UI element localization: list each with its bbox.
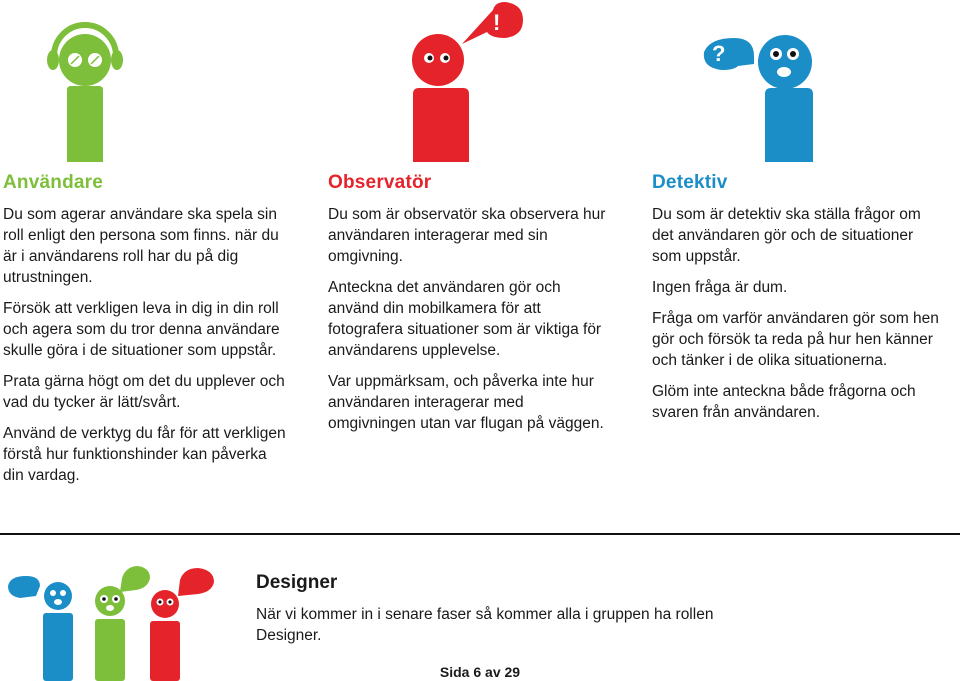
observer-paragraph-1: Du som är observatör ska observera hur användaren interagerar med sin omgivning. <box>328 206 606 265</box>
detective-paragraph-2: Ingen fråga är dum. <box>652 279 788 296</box>
detective-speech-question-icon <box>700 30 820 162</box>
user-paragraph-1: Du som agerar användare ska spela sin roll enligt den persona som finns. när du är i användarens roll har du på dig utrustningen. <box>3 206 279 286</box>
user-column <box>3 172 288 496</box>
detective-paragraph-3: Fråga om varför användaren gör som hen gör och försök ta reda på hur hen känner och tänker i de olika situationerna. <box>652 310 939 369</box>
designer-text: När vi kommer in i senare faser så kommer alla i gruppen ha rollen Designer. <box>256 606 714 644</box>
user-paragraph-4: Använd de verktyg du får för att verkligen förstå hur funktionshinder kan påverka din vardag. <box>3 425 286 484</box>
user-headphones-icon <box>40 20 130 162</box>
user-title: Användare <box>3 172 104 193</box>
observer-speech-exclamation-icon <box>405 0 530 162</box>
detective-bubble-mark: ? <box>712 41 726 66</box>
detective-title: Detektiv <box>652 172 728 193</box>
user-paragraph-2: Försök att verkligen leva in dig in din roll och agera som du tror denna användare skulle göra i de situationer som uppstår. <box>3 300 280 359</box>
designer-group-icon <box>0 556 222 681</box>
detective-paragraph-4: Glöm inte anteckna både frågorna och svaren från användaren. <box>652 383 916 421</box>
detective-column <box>652 172 942 433</box>
detective-paragraph-1: Du som är detektiv ska ställa frågor om det användaren gör och de situationer som uppstår. <box>652 206 921 265</box>
observer-paragraph-3: Var uppmärksam, och påverka inte hur användaren interagerar med omgivningen utan var flugan på väggen. <box>328 373 604 432</box>
user-paragraph-3: Prata gärna högt om det du upplever och vad du tycker är lätt/svårt. <box>3 373 285 411</box>
observer-paragraph-2: Anteckna det användaren gör och använd din mobilkamera för att fotografera situationer som är viktiga för användarens upplevelse. <box>328 279 602 359</box>
section-divider <box>0 533 960 535</box>
designer-title: Designer <box>256 572 338 593</box>
page-number: Sida 6 av 29 <box>439 664 521 680</box>
observer-title: Observatör <box>328 172 432 193</box>
observer-bubble-mark: ! <box>493 10 501 35</box>
observer-column <box>328 172 608 444</box>
designer-section <box>256 572 736 646</box>
